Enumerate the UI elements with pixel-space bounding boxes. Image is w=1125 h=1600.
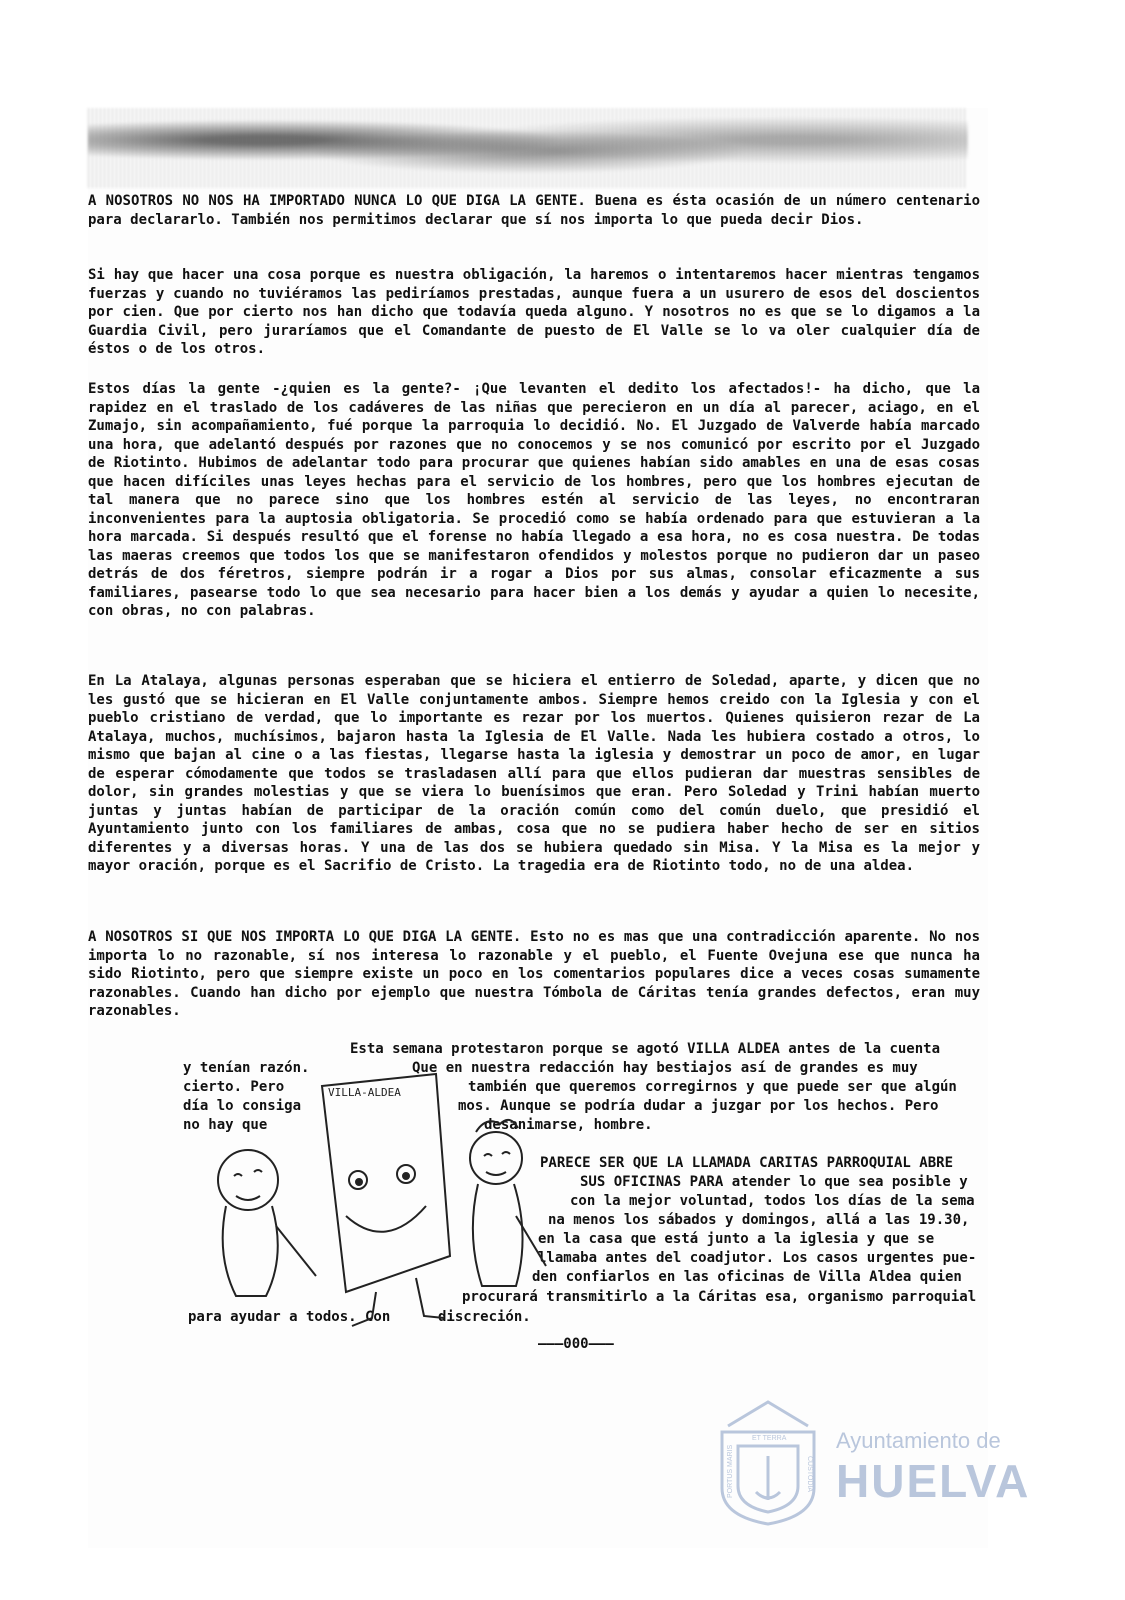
shield-text-right: CUSTODIA bbox=[806, 1456, 813, 1493]
paragraph-1: A NOSOTROS NO NOS HA IMPORTADO NUNCA LO QUE DIGA LA GENTE. Buena es ésta ocasión de un número centenario para declararlo. También nos permitimos declarar que sí nos importa lo que pueda decir Dios. bbox=[88, 193, 980, 228]
caption-line: Esta semana protestaron porque se agotó VILLA ALDEA antes de la cuenta bbox=[350, 1041, 941, 1057]
stick bbox=[276, 1226, 316, 1276]
right-child-head bbox=[470, 1132, 522, 1184]
watermark-line-2: HUELVA bbox=[836, 1455, 1031, 1507]
paragraph-5: A NOSOTROS SI QUE NOS IMPORTA LO QUE DIGA LA GENTE. Esto no es mas que una contradicción aparente. No nos importa lo no razonable, sí nos interesa lo razonable y el pueblo, el Fuente Ovejuna ese que nunca ha sido Riotinto, pero que siempre existe un poco en los comentarios populares dice a veces cosas sumamente razonables. Cuando han dicho por ejemplo que nuestra Tómbola de Cáritas tenía grandes defectos, eran muy razonables. bbox=[88, 929, 980, 1019]
section-divider: ———000——— bbox=[538, 1336, 614, 1352]
paragraph-3: Estos días la gente -¿quien es la gente?- ¡Que levanten el dedito los afectados!- ha dicho, que la rapidez en el traslado de los cadáveres de las niñas que perecieron en un día al parecer, aciago, en el Zumajo, sin acompañamiento, fué porque la parroquia lo decidió. No. El Juzgado de Valverde había marcado una hora, que adelantó después por razones que no conocemos y se nos comunicó por escrito por el Juzgado de Riotinto. Hubimos de adelantar todo para procurar que quienes habían sido amables en una de esas cosas que hacen difíciles unas leyes hechas para el servicio de los hombres, pero que los hombres ejecutan de tal manera que no parece sino que los hombres estén al servicio de las leyes, no encontraran inconvenientes para la auptosia obligatoria. Se procedió como se había ordenado para que estuvieran a la hora marcada. Si después resultó que el forense no había llegado a esa hora, no es cosa nuestra. De todas las maeras creemos que todos los que se manifestaron ofendidos y molestos porque no pudieron dar un paseo detrás de dos féretros, siempre podrán ir a rogar a Dios por sus almas, consolar eficazmente a sus familiares, pasearse todo lo que sea necesario para hacer bien a los demás y ayudar a quien lo necesite, con obras, no con palabras. bbox=[88, 381, 980, 619]
coat-of-arms-icon bbox=[708, 1396, 828, 1526]
caption-line: día lo consiga bbox=[183, 1098, 302, 1114]
caption-line: na menos los sábados y domingos, allá a las 19.30, bbox=[548, 1212, 970, 1228]
caption-line: también que queremos corregirnos y que puede ser que algún bbox=[468, 1079, 957, 1095]
shield-text-top: ET TERRA bbox=[752, 1435, 787, 1442]
caption-line: en la casa que está junto a la iglesia y que se bbox=[538, 1231, 935, 1247]
caption-line: no hay que bbox=[183, 1117, 268, 1133]
caption-line: PARECE SER QUE LA LLAMADA CARITAS PARROQUIAL ABRE bbox=[540, 1155, 954, 1171]
caption-line: mos. Aunque se podría dudar a juzgar por los hechos. Pero bbox=[458, 1098, 939, 1114]
caption-line: discreción. bbox=[438, 1309, 531, 1325]
caption-line: llamaba antes del coadjutor. Los casos urgentes pue- bbox=[538, 1250, 977, 1266]
caption-line: cierto. Pero bbox=[183, 1079, 285, 1095]
paragraph-2: Si hay que hacer una cosa porque es nuestra obligación, la haremos o intentaremos hacer mientras tengamos fuerzas y cuando no tuviéramos las pediríamos prestadas, aunque fuera a un usurero de esos del doscientos por cien. Que por cierto nos han dicho que todavía queda alguno. Y nosotros no es que se lo digamos a la Guardia Civil, pero juraríamos que el Comandante de puesto de El Valle se lo va oler cualquier día de éstos o de los otros. bbox=[88, 267, 980, 357]
caption-line: den confiarlos en las oficinas de Villa Aldea quien bbox=[532, 1269, 962, 1285]
smile bbox=[346, 1206, 426, 1232]
sign-text: VILLA-ALDEA bbox=[328, 1086, 401, 1099]
shield-text-left: PORTUS MARIS bbox=[727, 1444, 734, 1498]
caption-line: desanimarse, hombre. bbox=[484, 1117, 653, 1133]
caption-line: y tenían razón. bbox=[183, 1060, 310, 1076]
institution-watermark bbox=[708, 1396, 1031, 1526]
scan-smudge bbox=[88, 108, 968, 188]
paragraph-4: En La Atalaya, algunas personas esperaban que se hiciera el entierro de Soledad, aparte, y dicen que no les gustó que se hicieran en El Valle conjuntamente ambos. Siempre hemos creido con la Iglesia y con el pueblo cristiano de verdad, que lo importante es rezar por los muertos. Quienes quisieron rezar de La Atalaya, muchos, muchísimos, bajaron hasta la Iglesia de El Valle. Nada les hubiera costado a otros, lo mismo que bajan al cine o a las fiestas, llegarse hasta la iglesia y demostrar un poco de amor, en lugar de esperar cómodamente que todos se trasladasen allí para que ellos pudieran dar muestras sensibles de dolor, sin grandes molestias y que se viera lo buenísimos que eran. Pero Soledad y Trini habían muerto juntas y juntas habían de participar de la oración común como del común duelo, que presidió el Ayuntamiento junto con los familiares de ambas, cosa que no se pudiera haber hecho de ser en sitios diferentes y a diversas horas. Y una de las dos se hubiera quedado sin Misa. Y la Misa es la mejor y mayor oración, porque es el Sacrifio de Cristo. La tragedia era de Riotinto todo, no de una aldea. bbox=[88, 673, 980, 874]
caption-line: para ayudar a todos. Con bbox=[188, 1309, 391, 1325]
cartoon-illustration bbox=[196, 1056, 556, 1336]
caption-line: Que en nuestra redacción hay bestiajos así de grandes es muy bbox=[412, 1060, 918, 1076]
watermark-line-1: Ayuntamiento de bbox=[836, 1428, 1001, 1453]
caption-line: SUS OFICINAS PARA atender lo que sea posible y bbox=[580, 1174, 968, 1190]
caption-line: procurará transmitirlo a la Cáritas esa, organismo parroquial bbox=[462, 1289, 977, 1305]
caption-line: con la mejor voluntad, todos los días de la sema bbox=[570, 1193, 975, 1209]
sign-board bbox=[322, 1074, 450, 1292]
